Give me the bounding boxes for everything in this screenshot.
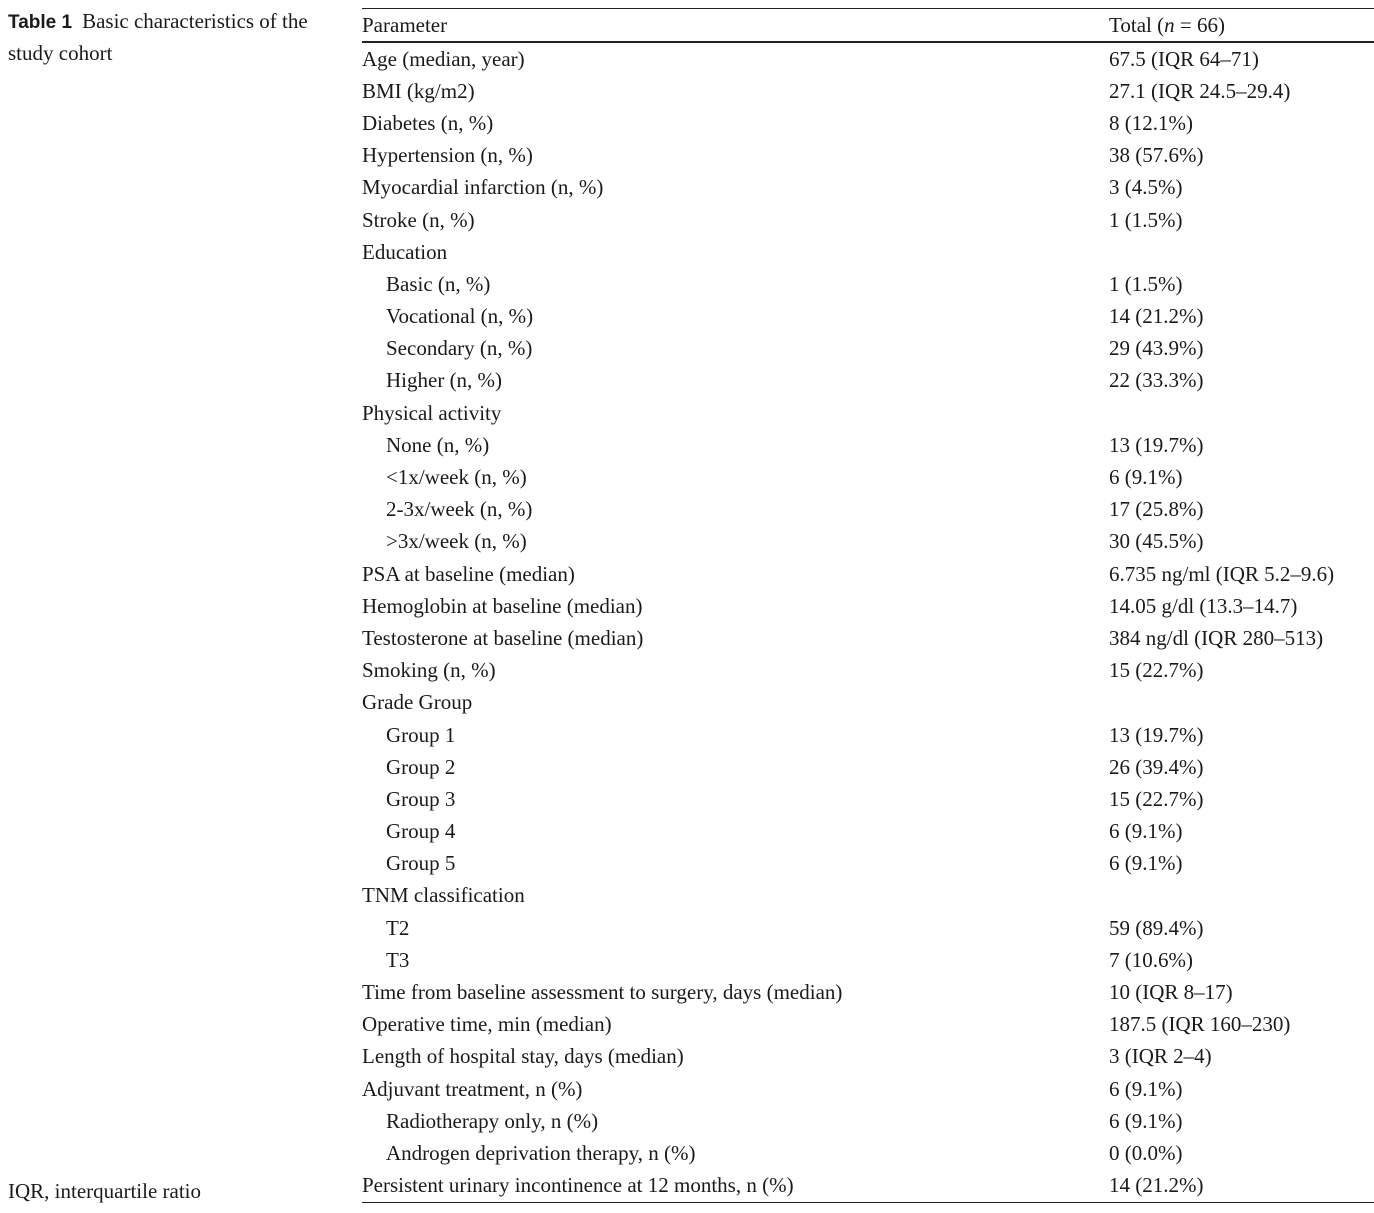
row-parameter: Secondary (n, %) xyxy=(386,336,533,361)
table-row xyxy=(362,365,1374,397)
table-row xyxy=(362,912,1374,944)
row-value: 30 (45.5%) xyxy=(1109,529,1204,554)
row-parameter: Group 3 xyxy=(386,786,456,811)
table-row xyxy=(362,1041,1374,1073)
table-label: Table 1 xyxy=(8,12,73,33)
row-value: 13 (19.7%) xyxy=(1109,722,1204,747)
row-value: 6 (9.1%) xyxy=(1109,819,1183,844)
row-value: 10 (IQR 8–17) xyxy=(1109,980,1233,1005)
row-parameter: >3x/week (n, %) xyxy=(386,529,527,554)
table-row xyxy=(362,719,1374,751)
row-parameter: Hypertension (n, %) xyxy=(362,143,533,168)
row-value: 14.05 g/dl (13.3–14.7) xyxy=(1109,593,1298,618)
row-parameter: Group 5 xyxy=(386,851,456,876)
row-parameter: Education xyxy=(362,239,448,264)
table-row xyxy=(362,461,1374,493)
table-row xyxy=(362,687,1374,719)
row-parameter: Adjuvant treatment, n (%) xyxy=(362,1076,583,1101)
row-parameter: T2 xyxy=(386,915,410,940)
row-parameter: Group 2 xyxy=(386,754,456,779)
table-row xyxy=(362,848,1374,880)
row-parameter: Hemoglobin at baseline (median) xyxy=(362,593,643,618)
table-row xyxy=(362,655,1374,687)
row-parameter: T3 xyxy=(386,947,410,972)
table-row xyxy=(362,1073,1374,1105)
table-row xyxy=(362,75,1374,107)
table-caption-text: Basic characteristics of the study cohort xyxy=(8,9,308,65)
header-total-suffix: = 66) xyxy=(1174,12,1225,37)
row-parameter: Operative time, min (median) xyxy=(362,1012,612,1037)
table-row xyxy=(362,140,1374,172)
table-row xyxy=(362,622,1374,654)
table-row xyxy=(362,590,1374,622)
table-row xyxy=(362,816,1374,848)
row-parameter: Group 1 xyxy=(386,722,456,747)
row-parameter: Persistent urinary incontinence at 12 months, n (%) xyxy=(362,1173,794,1198)
row-value: 38 (57.6%) xyxy=(1109,143,1204,168)
row-value: 7 (10.6%) xyxy=(1109,947,1193,972)
row-value: 27.1 (IQR 24.5–29.4) xyxy=(1109,78,1291,103)
row-parameter: Grade Group xyxy=(362,690,473,715)
row-parameter: Androgen deprivation therapy, n (%) xyxy=(386,1140,696,1165)
row-parameter: Myocardial infarction (n, %) xyxy=(362,175,604,200)
row-parameter: Stroke (n, %) xyxy=(362,207,475,232)
row-parameter: None (n, %) xyxy=(386,432,490,457)
row-value: 14 (21.2%) xyxy=(1109,1173,1204,1198)
row-value: 187.5 (IQR 160–230) xyxy=(1109,1012,1291,1037)
table-row xyxy=(362,172,1374,204)
table-row xyxy=(362,558,1374,590)
row-parameter: Time from baseline assessment to surgery, days (median) xyxy=(362,980,843,1005)
row-parameter: Group 4 xyxy=(386,819,456,844)
header-total-n: n xyxy=(1164,12,1175,37)
table-row xyxy=(362,976,1374,1008)
row-value: 59 (89.4%) xyxy=(1109,915,1204,940)
table-row xyxy=(362,268,1374,300)
row-parameter: Vocational (n, %) xyxy=(386,304,534,329)
table-row xyxy=(362,880,1374,912)
row-value: 384 ng/dl (IQR 280–513) xyxy=(1109,625,1324,650)
row-value: 17 (25.8%) xyxy=(1109,497,1204,522)
row-value: 8 (12.1%) xyxy=(1109,110,1193,135)
row-value: 15 (22.7%) xyxy=(1109,786,1204,811)
row-value: 15 (22.7%) xyxy=(1109,658,1204,683)
row-value: 67.5 (IQR 64–71) xyxy=(1109,46,1259,71)
table-row xyxy=(362,1105,1374,1137)
row-parameter: <1x/week (n, %) xyxy=(386,465,527,490)
row-value: 3 (4.5%) xyxy=(1109,175,1183,200)
row-value: 6 (9.1%) xyxy=(1109,1076,1183,1101)
row-parameter: Smoking (n, %) xyxy=(362,658,496,683)
row-parameter: Physical activity xyxy=(362,400,502,425)
table-row xyxy=(362,301,1374,333)
header-total-prefix: Total ( xyxy=(1109,12,1165,37)
table-row xyxy=(362,107,1374,139)
table-row xyxy=(362,526,1374,558)
row-parameter: Diabetes (n, %) xyxy=(362,110,494,135)
header-parameter: Parameter xyxy=(362,12,448,37)
table-row xyxy=(362,43,1374,75)
row-value: 1 (1.5%) xyxy=(1109,207,1183,232)
characteristics-table xyxy=(362,8,1374,1203)
table-row xyxy=(362,494,1374,526)
row-value: 6 (9.1%) xyxy=(1109,851,1183,876)
table-row xyxy=(362,1009,1374,1041)
row-value: 6.735 ng/ml (IQR 5.2–9.6) xyxy=(1109,561,1335,586)
row-parameter: Testosterone at baseline (median) xyxy=(362,625,644,650)
table-row xyxy=(362,944,1374,976)
row-parameter: Higher (n, %) xyxy=(386,368,503,393)
table-row xyxy=(362,429,1374,461)
table-row xyxy=(362,1170,1374,1202)
table-row xyxy=(362,333,1374,365)
row-parameter: BMI (kg/m2) xyxy=(362,78,475,103)
row-parameter: Basic (n, %) xyxy=(386,271,491,296)
row-value: 26 (39.4%) xyxy=(1109,754,1204,779)
table-caption xyxy=(8,6,328,68)
table-row xyxy=(362,397,1374,429)
row-parameter: PSA at baseline (median) xyxy=(362,561,575,586)
row-value: 3 (IQR 2–4) xyxy=(1109,1044,1212,1069)
row-value: 14 (21.2%) xyxy=(1109,304,1204,329)
row-value: 6 (9.1%) xyxy=(1109,465,1183,490)
row-parameter: TNM classification xyxy=(362,883,525,908)
row-value: 1 (1.5%) xyxy=(1109,271,1183,296)
row-value: 13 (19.7%) xyxy=(1109,432,1204,457)
table-row xyxy=(362,1137,1374,1169)
table-row xyxy=(362,204,1374,236)
row-parameter: Length of hospital stay, days (median) xyxy=(362,1044,684,1069)
table-row xyxy=(362,751,1374,783)
row-parameter: Age (median, year) xyxy=(362,46,525,71)
row-value: 6 (9.1%) xyxy=(1109,1108,1183,1133)
row-value: 22 (33.3%) xyxy=(1109,368,1204,393)
row-parameter: Radiotherapy only, n (%) xyxy=(386,1108,599,1133)
row-value: 29 (43.9%) xyxy=(1109,336,1204,361)
table-footnote: IQR, interquartile ratio xyxy=(8,1179,202,1203)
table-header-row xyxy=(362,9,1374,43)
table-row xyxy=(362,783,1374,815)
header-total xyxy=(1109,13,1374,38)
row-value: 0 (0.0%) xyxy=(1109,1140,1183,1165)
table-row xyxy=(362,236,1374,268)
table-body xyxy=(362,43,1374,1202)
row-parameter: 2-3x/week (n, %) xyxy=(386,497,533,522)
